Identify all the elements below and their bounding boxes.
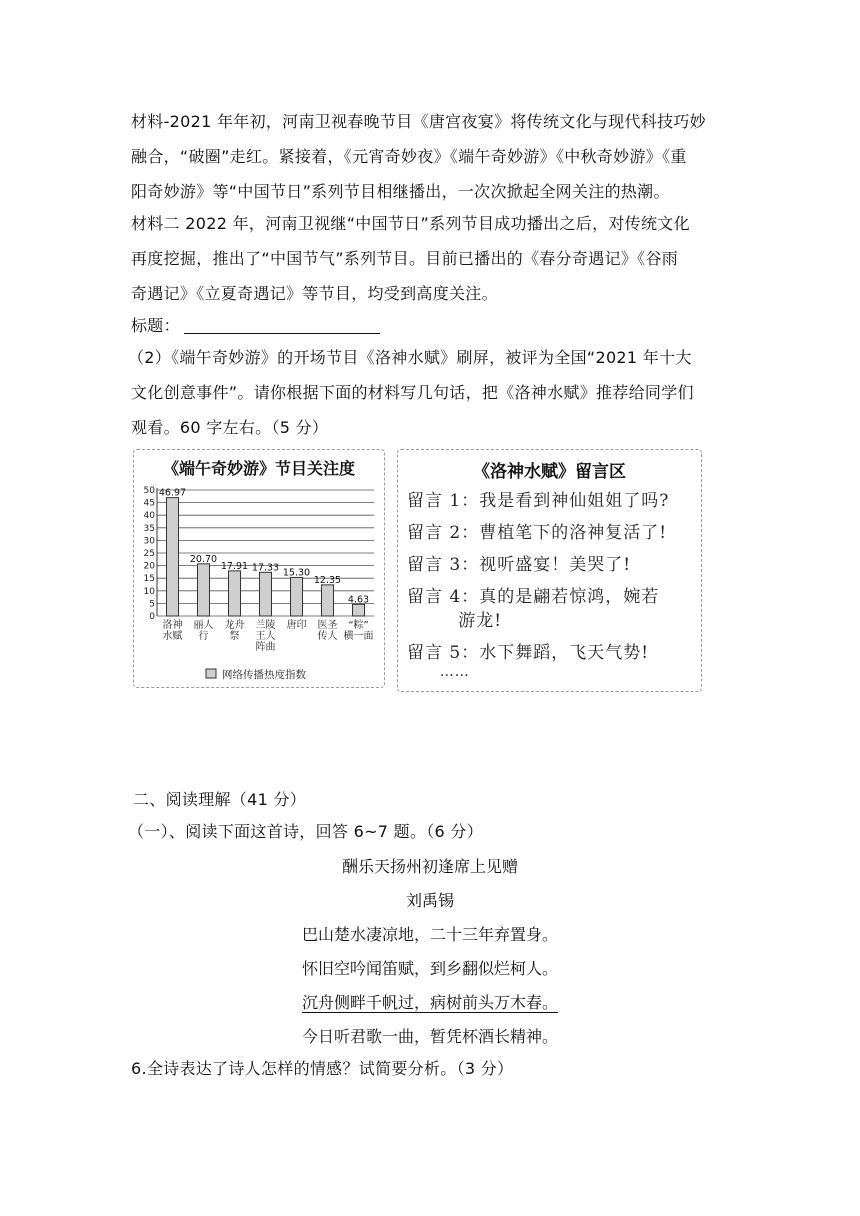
y-tick-label: 20 xyxy=(143,561,155,572)
bar xyxy=(291,577,303,616)
x-tick-label: 行 xyxy=(198,631,209,642)
section-two-heading: 二、阅读理解（41 分） xyxy=(133,790,307,809)
y-tick-label: 5 xyxy=(149,599,155,610)
material-one-line-3: 阳奇妙游》等“中国节日”系列节目相继播出，一次次掀起全网关注的热潮。 xyxy=(131,182,670,201)
bar-value-label: 12.35 xyxy=(313,574,342,586)
title-answer-blank[interactable] xyxy=(184,319,380,334)
question-two-line-3: 观看。60 字左右。（5 分） xyxy=(131,418,329,437)
material-two-line-2: 再度挖掘，推出了“中国节气”系列节目。目前已播出的《春分奇遇记》《谷雨 xyxy=(131,249,679,268)
message-ellipsis: …… xyxy=(407,664,470,680)
y-tick-label: 10 xyxy=(143,586,155,597)
material-one-line-1: 材料-2021 年年初，河南卫视春晚节目《唐宫夜宴》将传统文化与现代科技巧妙 xyxy=(131,112,706,131)
poem-line-underlined: 沉舟侧畔千帆过，病树前头万木春。 xyxy=(301,993,558,1012)
message-item: 留言 1：我是看到神仙姐姐了吗? xyxy=(407,491,670,511)
bar xyxy=(167,498,179,616)
message-item: 留言 3：视听盛宴！美哭了! xyxy=(407,555,632,575)
y-tick-label: 45 xyxy=(143,498,155,509)
attention-bar-chart xyxy=(134,450,384,687)
poem-author: 刘禹锡 xyxy=(405,891,454,910)
y-tick-label: 50 xyxy=(143,486,155,496)
message-board-panel xyxy=(397,449,702,692)
x-tick-label: 阵曲 xyxy=(255,642,276,653)
y-tick-label: 30 xyxy=(143,536,155,547)
y-tick-label: 25 xyxy=(143,549,155,559)
x-tick-label: 水赋 xyxy=(162,631,183,642)
x-tick-label: 兰陵 xyxy=(255,620,276,631)
message-item: 留言 5：水下舞蹈，飞天气势! xyxy=(407,643,650,663)
question-two-line-1: （2）《端午奇妙游》的开场节目《洛神水赋》刷屏，被评为全国“2021 年十大 xyxy=(128,348,692,367)
x-tick-label: 横一面 xyxy=(343,631,374,642)
y-tick-label: 15 xyxy=(143,574,155,585)
x-tick-label: 祭 xyxy=(229,631,240,642)
bar xyxy=(353,604,365,616)
material-two-line-1: 材料二 2022 年，河南卫视继“中国节日”系列节目成功播出之后，对传统文化 xyxy=(131,214,690,233)
title-answer-row xyxy=(131,316,380,336)
chart-title: 《端午奇妙游》节目关注度 xyxy=(162,459,356,478)
message-item-continued: 游龙! xyxy=(407,611,503,631)
legend-label: 网络传播热度指数 xyxy=(222,669,306,681)
material-one-line-2: 融合，“破圈”走红。紧接着，《元宵奇妙夜》《端午奇妙游》《中秋奇妙游》《重 xyxy=(131,147,687,166)
bar-value-label: 17.33 xyxy=(251,562,280,574)
message-board-title: 《洛神水赋》留言区 xyxy=(473,462,626,482)
x-tick-label: 传人 xyxy=(317,631,338,642)
y-tick-label: 0 xyxy=(149,612,155,622)
material-two-line-3: 奇遇记》《立夏奇遇记》等节目，均受到高度关注。 xyxy=(131,284,498,303)
bar-value-label: 17.91 xyxy=(220,560,249,572)
x-tick-label: 龙舟 xyxy=(224,620,245,631)
bar xyxy=(198,564,210,616)
bar xyxy=(229,571,241,616)
x-tick-label: 唐印 xyxy=(286,620,307,631)
x-tick-label: 洛神 xyxy=(162,620,183,631)
bar-value-label: 20.70 xyxy=(189,553,218,565)
message-item: 留言 2：曹植笔下的洛神复活了! xyxy=(407,523,668,543)
x-tick-label: “粽” xyxy=(348,620,369,631)
x-tick-label: 丽人 xyxy=(193,620,214,631)
bar-value-label: 46.97 xyxy=(158,487,187,499)
question-six: 6.全诗表达了诗人怎样的情感？试简要分析。（3 分） xyxy=(131,1059,514,1078)
subsection-one-heading: （一）、阅读下面这首诗，回答 6~7 题。（6 分） xyxy=(128,822,484,841)
x-tick-label: 医圣 xyxy=(317,620,338,631)
bar-value-label: 15.30 xyxy=(282,567,311,579)
title-label: 标题： xyxy=(131,316,180,335)
y-tick-label: 35 xyxy=(143,523,155,534)
attention-chart-panel xyxy=(133,449,385,688)
question-two-line-2: 文化创意事件”。请你根据下面的材料写几句话，把《洛神水赋》推荐给同学们 xyxy=(131,383,694,402)
y-tick-label: 40 xyxy=(143,511,155,522)
bar-value-label: 4.63 xyxy=(347,594,370,606)
bar xyxy=(260,572,272,616)
message-item: 留言 4：真的是翩若惊鸿，婉若 xyxy=(407,587,660,607)
poem-line: 怀旧空吟闻笛赋，到乡翻似烂柯人。 xyxy=(301,959,558,978)
legend-swatch xyxy=(206,669,216,678)
bar xyxy=(322,585,334,616)
poem-line: 今日听君歌一曲，暂凭杯酒长精神。 xyxy=(301,1027,558,1046)
x-tick-label: 王人 xyxy=(255,631,276,642)
poem-line: 巴山楚水凄凉地，二十三年弃置身。 xyxy=(301,925,558,944)
poem-title: 酬乐天扬州初逢席上见赠 xyxy=(341,857,518,876)
